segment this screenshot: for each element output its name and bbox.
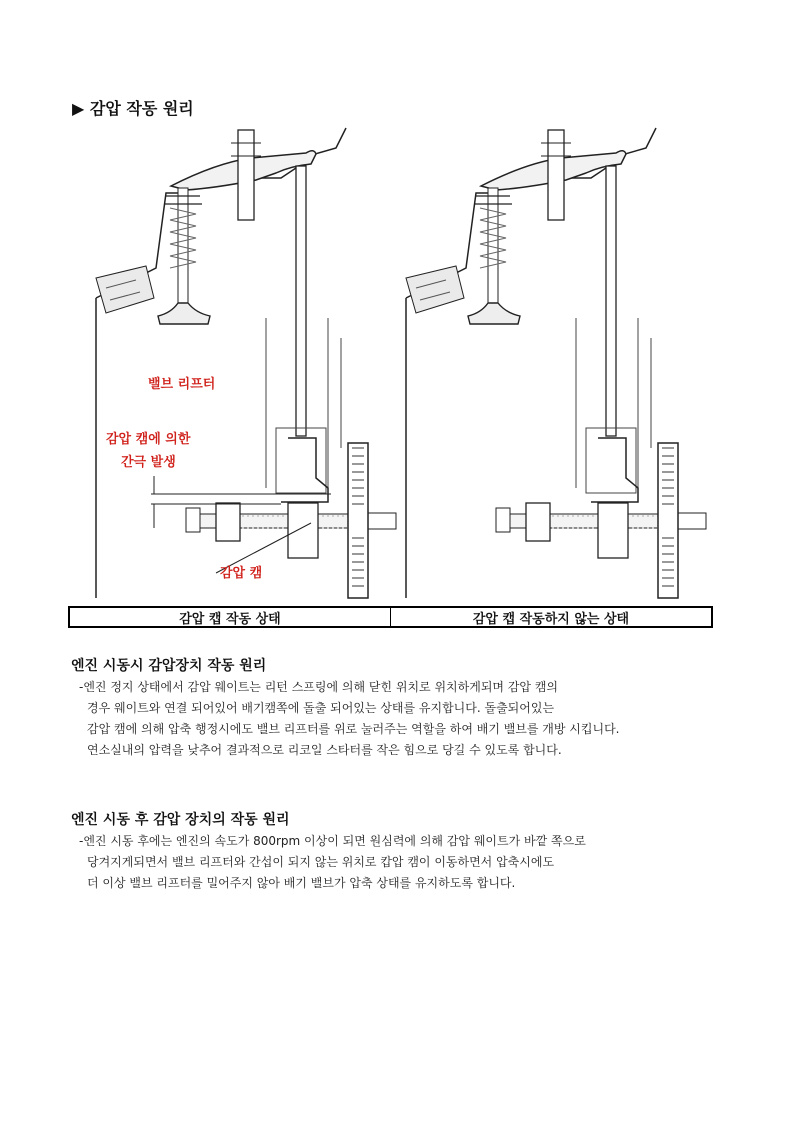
section2-heading: 엔진 시동 후 감압 장치의 작동 원리 [71,812,290,828]
caption-right: 감압 캡 작동하지 않는 상태 [390,608,711,626]
page-title: ▶ 감압 작동 원리 [72,99,194,118]
section1-line: 경우 웨이트와 연결 되어있어 배기캠쪽에 돌출 되어있는 상태를 유지합니다. 돌출되어있는 [87,701,555,715]
section1-line: 연소실내의 압력을 낮추어 결과적으로 리코일 스타터를 작은 힘으로 당길 수 있도록 합니다. [87,743,562,757]
section2-line: 더 이상 밸브 리프터를 밀어주지 않아 배기 밸브가 압축 상태를 유지하도록 합니다. [87,876,516,890]
section1-line: 감압 캠에 의해 압축 행정시에도 밸브 리프터를 위로 눌러주는 역할을 하여 배기 밸브를 개방 시킵니다. [87,722,620,736]
decompression-diagram [66,118,726,608]
section1-body [79,677,620,761]
gap-label-line2: 간극 발생 [121,455,176,470]
decomp-cam-label: 감압 캠 [220,566,263,581]
section1-heading: 엔진 시동시 감압장치 작동 원리 [71,658,267,674]
gap-label-line1: 감압 캠에 의한 [106,432,191,447]
valve-lifter-label: 밸브 리프터 [148,377,216,392]
section2-line: 당겨지게되면서 밸브 리프터와 간섭이 되지 않는 위치로 캅압 캠이 이동하면서 압축시에도 [87,855,555,869]
caption-left: 감압 캡 작동 상태 [179,611,281,627]
section2-body [79,831,586,894]
section1-line: -엔진 정지 상태에서 감압 웨이트는 리턴 스프링에 의해 닫힌 위치로 위치하게되며 감압 캠의 [79,680,559,694]
figure-caption-table [68,606,713,628]
section2-line: -엔진 시동 후에는 엔진의 속도가 800rpm 이상이 되면 원심력에 의해 감압 웨이트가 바깥 쪽으로 [79,834,586,848]
